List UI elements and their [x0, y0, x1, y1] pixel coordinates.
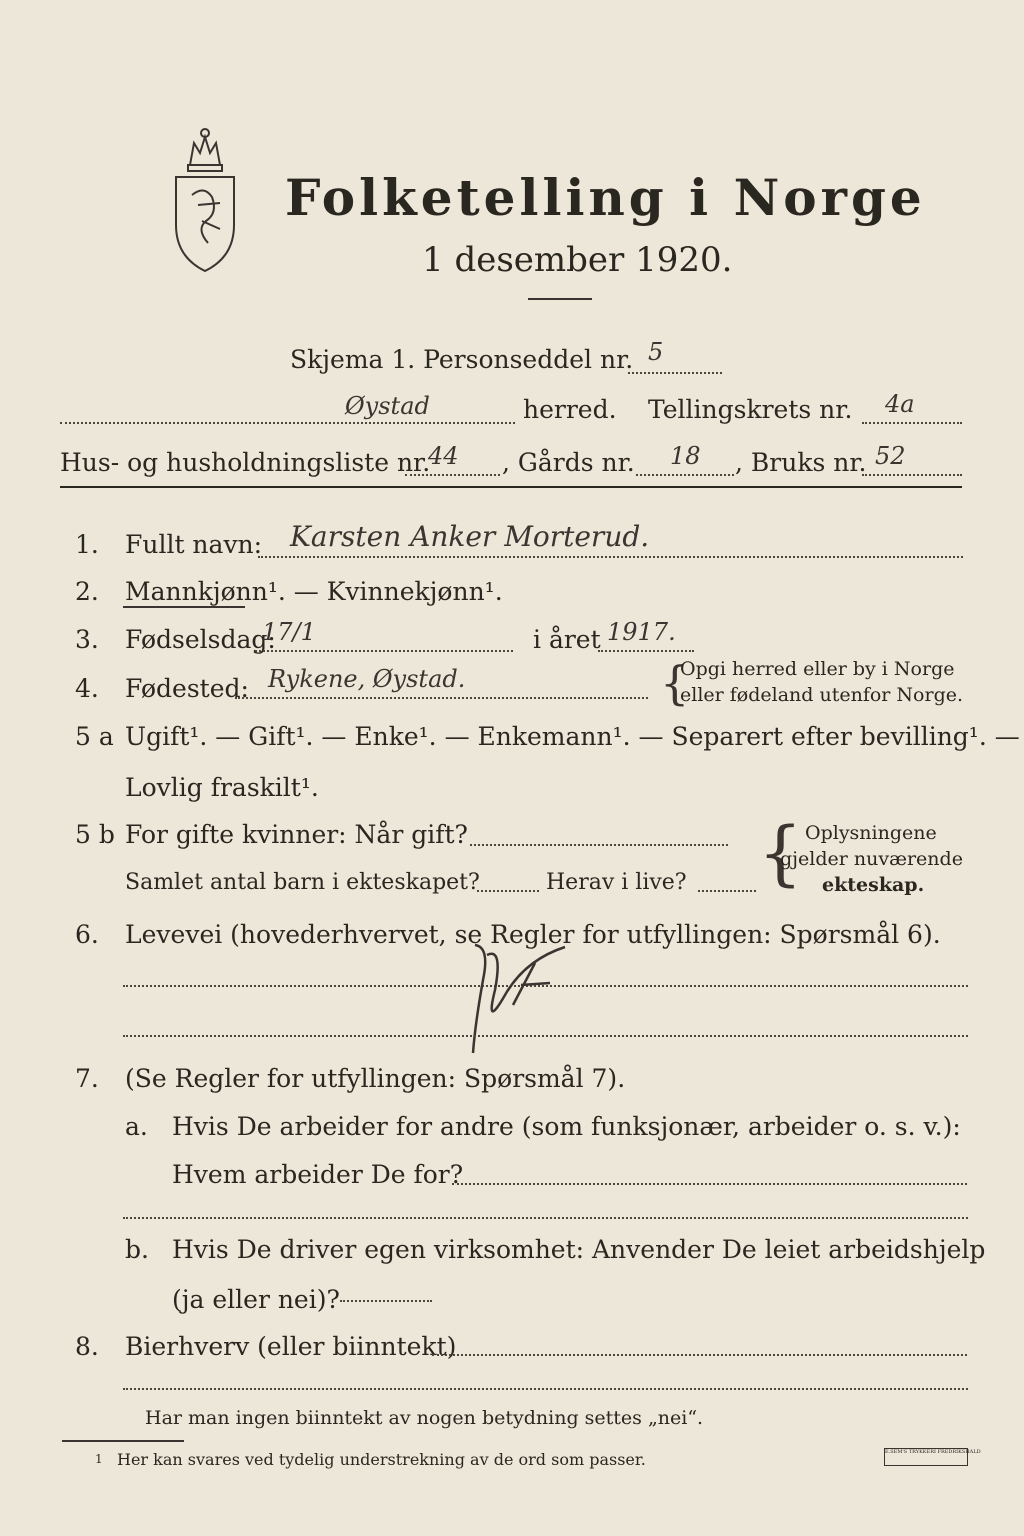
q5b-children-label: Samlet antal barn i ekteskapet? — [125, 870, 480, 895]
bruks-nr-field — [862, 474, 962, 476]
secondary-income-field-line2[interactable] — [123, 1388, 968, 1390]
birthplace-field — [235, 697, 648, 699]
secondary-income-field[interactable] — [432, 1354, 967, 1356]
q3-label: Fødselsdag: — [125, 625, 276, 654]
bruks-nr-value[interactable]: 52 — [875, 442, 906, 470]
employer-field-line2[interactable] — [123, 1217, 968, 1219]
gards-nr-field — [636, 474, 734, 476]
bruks-label: , Bruks nr. — [735, 448, 867, 477]
q3-year-label: i året — [533, 625, 601, 654]
occupation-field-line2[interactable] — [123, 1035, 968, 1037]
q7a-line1: Hvis De arbeider for andre (som funksjonær, arbeider o. s. v.): — [172, 1112, 961, 1141]
q5b-note-line3: ekteskap. — [822, 874, 925, 896]
q6-label: Levevei (hovederhvervet, se Regler for utfyllingen: Spørsmål 6). — [125, 920, 941, 949]
q4-note-line2: eller fødeland utenfor Norge. — [680, 684, 964, 706]
coat-of-arms-icon — [168, 125, 242, 275]
birthplace-value[interactable]: Rykene, Øystad. — [268, 665, 466, 693]
q7-number: 7. — [75, 1064, 99, 1093]
q5b-line1: For gifte kvinner: Når gift? — [125, 820, 468, 849]
marital-status-options[interactable]: Ugift¹. — Gift¹. — Enke¹. — Enkemann¹. — Separert efter bevilling¹. — — [125, 722, 1020, 751]
q5b-brace: { — [758, 812, 803, 894]
birth-year-field — [598, 650, 694, 652]
gender-options[interactable]: Mannkjønn¹. — Kvinnekjønn¹. — [125, 577, 503, 606]
q4-number: 4. — [75, 674, 99, 703]
hus-nr-field — [405, 474, 500, 476]
q7a-line2: Hvem arbeider De for? — [172, 1160, 464, 1189]
printer-stamp — [884, 1448, 981, 1466]
skjema-label: Skjema 1. Personseddel nr. — [290, 345, 634, 374]
birth-year-value[interactable]: 1917. — [607, 618, 676, 646]
q7b-line1: Hvis De driver egen virksomhet: Anvender De leiet arbeidshjelp — [172, 1235, 986, 1264]
herred-value[interactable]: Øystad — [345, 392, 430, 420]
full-name-field — [258, 556, 963, 558]
tellingskrets-nr-field — [862, 422, 962, 424]
q5b-number: 5 b — [75, 820, 115, 849]
personseddel-nr-field — [628, 372, 722, 374]
gards-nr-value[interactable]: 18 — [670, 442, 701, 470]
q6-number: 6. — [75, 920, 99, 949]
full-name-value[interactable]: Karsten Anker Morterud. — [290, 520, 650, 553]
q5b-note-line1: Oplysningene — [805, 822, 937, 844]
q7a-number: a. — [125, 1112, 148, 1141]
tellingskrets-nr-value[interactable]: 4a — [885, 390, 915, 418]
q1-number: 1. — [75, 530, 99, 559]
hired-help-field[interactable] — [340, 1300, 432, 1302]
q4-note-line1: Opgi herred eller by i Norge — [680, 658, 955, 680]
q3-number: 3. — [75, 625, 99, 654]
birthday-value[interactable]: 17/1 — [262, 618, 316, 646]
footnote-divider — [62, 1440, 184, 1442]
q7b-number: b. — [125, 1235, 149, 1264]
personseddel-nr-value[interactable]: 5 — [648, 338, 664, 366]
income-note: Har man ingen biinntekt av nogen betydning settes „nei“. — [145, 1407, 704, 1429]
mannkjonn-underline — [123, 606, 245, 608]
birthday-field — [255, 650, 513, 652]
q8-label: Bierhverv (eller biinntekt) — [125, 1332, 457, 1361]
footnote-number: 1 — [95, 1452, 103, 1466]
q4-label: Fødested: — [125, 674, 249, 703]
hus-label: Hus- og husholdningsliste nr. — [60, 448, 431, 477]
q5b-alive-label: Herav i live? — [546, 870, 687, 895]
tellingskrets-label: Tellingskrets nr. — [648, 395, 853, 424]
q7b-line2: (ja eller nei)? — [172, 1285, 340, 1314]
married-when-field[interactable] — [470, 844, 728, 846]
q8-number: 8. — [75, 1332, 99, 1361]
q2-number: 2. — [75, 577, 99, 606]
census-date: 1 desember 1920. — [422, 240, 733, 280]
title-divider — [528, 298, 592, 300]
hus-nr-value[interactable]: 44 — [428, 442, 459, 470]
q5a-number: 5 a — [75, 722, 114, 751]
q7-label: (Se Regler for utfyllingen: Spørsmål 7). — [125, 1064, 626, 1093]
children-total-field[interactable] — [477, 890, 539, 892]
header-divider — [60, 486, 962, 488]
page-title: Folketelling i Norge — [285, 168, 926, 227]
handwritten-mark — [455, 935, 585, 1060]
q1-label: Fullt navn: — [125, 530, 263, 559]
herred-label: herred. — [523, 395, 617, 424]
q4-brace: { — [660, 656, 690, 710]
q5b-note-line2: gjelder nuværende — [780, 848, 963, 870]
footnote-text: Her kan svares ved tydelig understrekning av de ord som passer. — [117, 1450, 646, 1469]
employer-field[interactable] — [452, 1183, 967, 1185]
herred-field — [60, 422, 515, 424]
marital-status-options-cont[interactable]: Lovlig fraskilt¹. — [125, 773, 319, 802]
children-alive-field[interactable] — [698, 890, 756, 892]
gards-label: , Gårds nr. — [502, 448, 635, 477]
printer-stamp-text: E.SEM'S TRYKKERI FREDRIKSHALD — [885, 1449, 981, 1455]
